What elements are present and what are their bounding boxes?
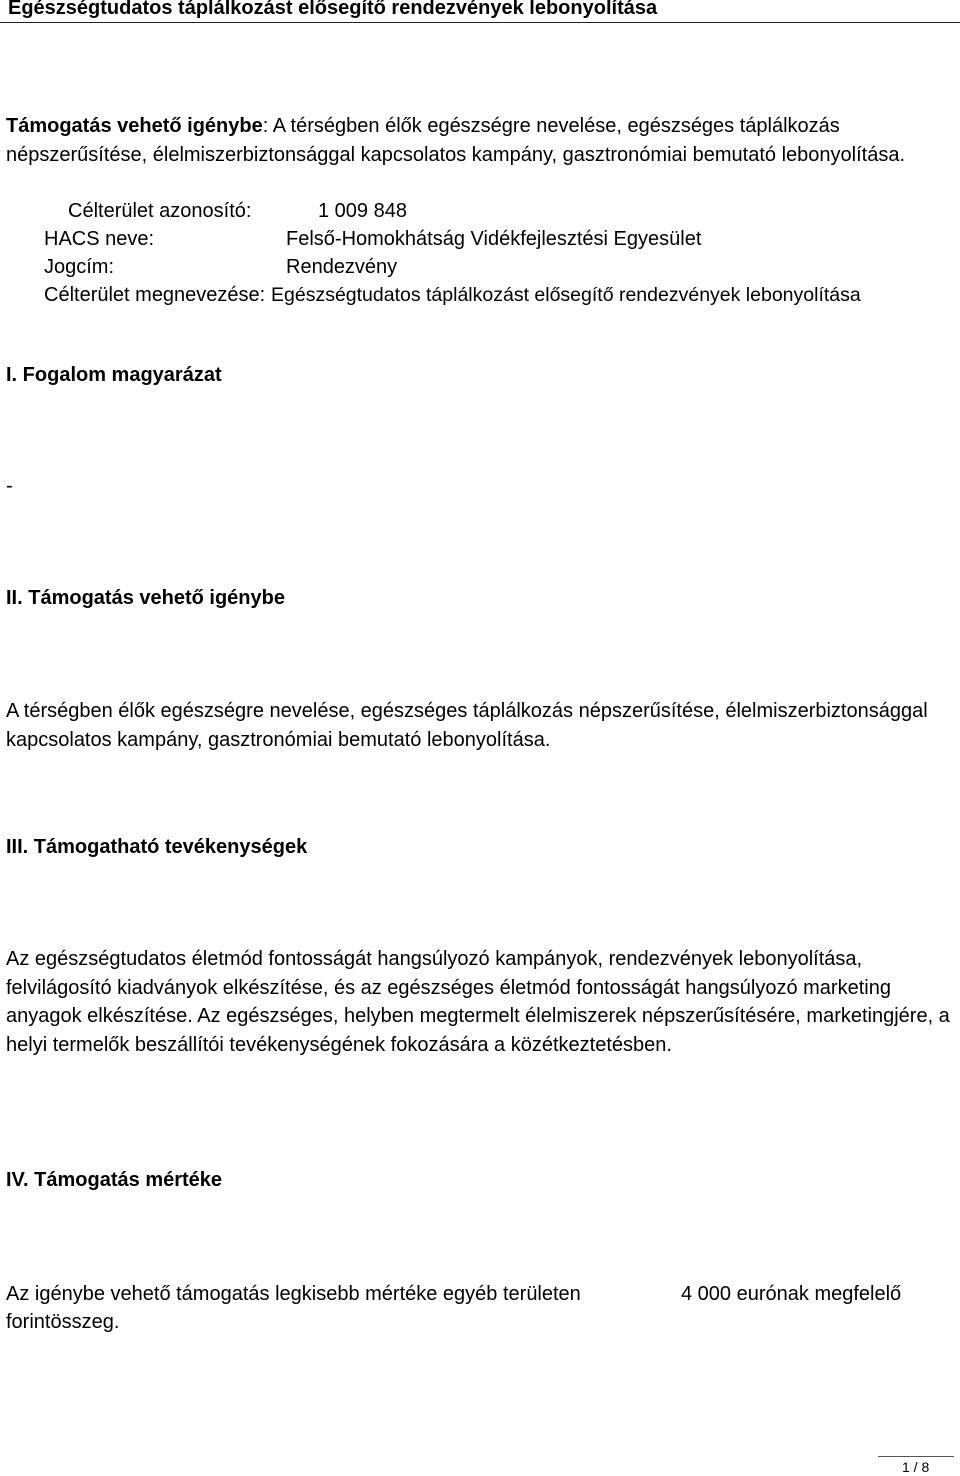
page-number: 1 / 8 (902, 1459, 930, 1475)
jogcim-label: Jogcím: (44, 256, 115, 278)
section-3-body: Az egészségtudatos életmód fontosságát hangsúlyozó kampányok, rendezvények lebonyolítása, felvilágosító kiadványok elkészítése, és az egészséges életmód fontosságát hangsúlyozó marketing anyagok elkészítése. Az egészséges, helyben megtermelt élelmiszerek népszerűsítésére, marketingjére, a helyi termelők beszállítói tevékenységének fokozására a közétkeztetésben. (6, 948, 950, 1056)
section-2-body: A térségben élők egészségre nevelése, egészséges táplálkozás népszerűsítése, élelmiszerbiztonsággal kapcsolatos kampány, gasztronómiai bemutató lebonyolítása. (6, 700, 928, 751)
section-3-title: III. Támogatható tevékenységek (6, 836, 308, 858)
target-id-value: 1 009 848 (318, 200, 407, 222)
footer-divider (878, 1456, 954, 1457)
section-1-title: I. Fogalom magyarázat (6, 364, 222, 386)
section-4-title: IV. Támogatás mértéke (6, 1169, 223, 1191)
jogcim-value: Rendezvény (286, 256, 398, 278)
intro-label: Támogatás vehető igénybe (6, 115, 263, 137)
target-name-label: Célterület megnevezése: (44, 284, 266, 306)
hacs-label: HACS neve: (44, 228, 155, 250)
intro-paragraph (6, 112, 952, 169)
intro-text: A térségben élők egészségre nevelése, egészséges táplálkozás népszerűsítése, élelmiszerbiztonsággal kapcsolatos kampány, gasztronómiai bemutató lebonyolítása. (6, 115, 906, 166)
document-title: Egészségtudatos táplálkozást elősegítő rendezvények lebonyolítása (8, 0, 658, 19)
section-1-body: - (6, 475, 13, 497)
target-name-value: Egészségtudatos táplálkozást elősegítő rendezvények lebonyolítása (271, 284, 861, 306)
section-4-body-part2: 4 000 eurónak megfelelő (681, 1283, 902, 1305)
hacs-value: Felső-Homokhátság Vidékfejlesztési Egyesület (286, 228, 702, 250)
section-4-body-part3: forintösszeg. (6, 1311, 120, 1333)
intro-separator: : (262, 115, 273, 137)
target-id-label: Célterület azonosító: (68, 200, 252, 222)
section-4-body-part1: Az igénybe vehető támogatás legkisebb mértéke egyéb területen (6, 1283, 581, 1305)
section-2-title: II. Támogatás vehető igénybe (6, 587, 285, 609)
